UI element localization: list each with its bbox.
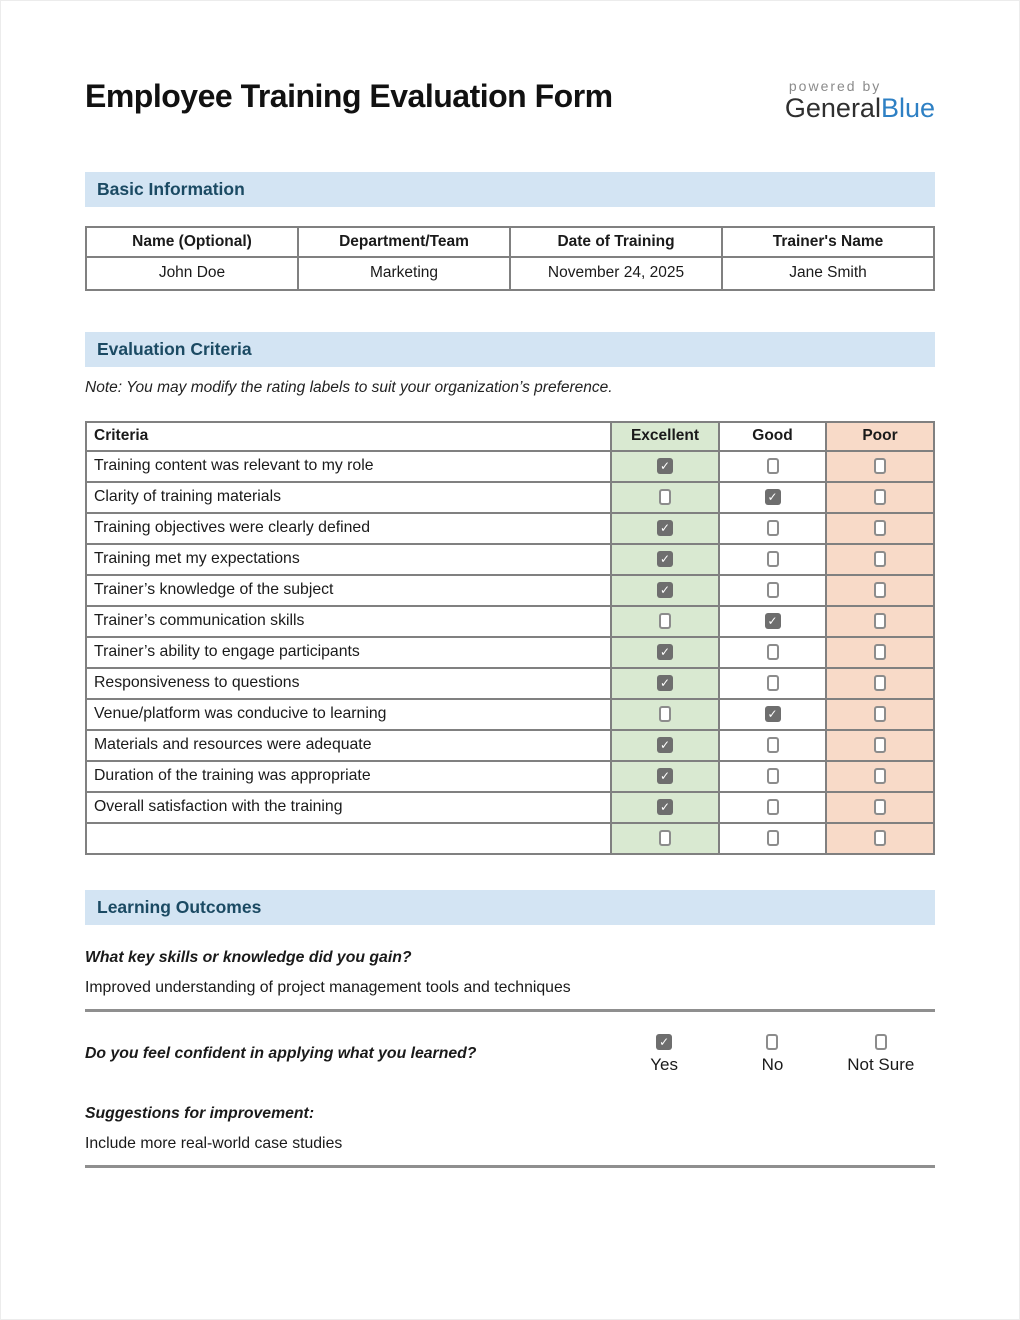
- good-cell: [719, 482, 826, 513]
- poor-checkbox[interactable]: [874, 551, 886, 567]
- poor-cell: [826, 730, 934, 761]
- poor-cell: [826, 823, 934, 854]
- criteria-row: [86, 451, 934, 482]
- poor-checkbox[interactable]: [874, 675, 886, 691]
- column-header-department: Department/Team: [298, 227, 510, 257]
- section-header-learning-outcomes: Learning Outcomes: [85, 890, 935, 925]
- yes-checkbox[interactable]: [656, 1034, 672, 1050]
- good-checkbox[interactable]: [767, 830, 779, 846]
- department-field-value[interactable]: Marketing: [298, 257, 510, 290]
- excellent-checkbox[interactable]: [657, 737, 673, 753]
- option-no[interactable]: [718, 1034, 826, 1075]
- criteria-table-body: [86, 451, 934, 854]
- good-cell: [719, 792, 826, 823]
- criteria-row: [86, 668, 934, 699]
- excellent-checkbox[interactable]: [657, 644, 673, 660]
- good-cell: [719, 451, 826, 482]
- criteria-label: Responsiveness to questions: [86, 668, 611, 699]
- poor-checkbox[interactable]: [874, 644, 886, 660]
- brand-general-text: General: [784, 93, 881, 123]
- poor-checkbox[interactable]: [874, 737, 886, 753]
- date-field-value[interactable]: November 24, 2025: [510, 257, 722, 290]
- excellent-cell: [611, 544, 719, 575]
- yes-label: Yes: [650, 1054, 679, 1074]
- suggestions-question: Suggestions for improvement:: [85, 1104, 315, 1122]
- good-cell: [719, 513, 826, 544]
- poor-checkbox[interactable]: [874, 830, 886, 846]
- criteria-row: [86, 823, 934, 854]
- doc-header: [85, 78, 935, 124]
- criteria-label: Trainer’s knowledge of the subject: [86, 575, 611, 606]
- good-cell: [719, 730, 826, 761]
- excellent-checkbox[interactable]: [659, 830, 671, 846]
- criteria-label: [86, 823, 611, 854]
- good-checkbox[interactable]: [767, 644, 779, 660]
- good-cell: [719, 544, 826, 575]
- basic-info-header-row: [86, 227, 934, 257]
- good-cell: [719, 606, 826, 637]
- criteria-label: Training content was relevant to my role: [86, 451, 611, 482]
- good-checkbox[interactable]: [767, 799, 779, 815]
- good-checkbox[interactable]: [765, 706, 781, 722]
- confidence-question: Do you feel confident in applying what you learned?: [85, 1045, 477, 1063]
- basic-information-section: [85, 172, 935, 291]
- criteria-table: [85, 421, 935, 855]
- poor-cell: [826, 606, 934, 637]
- poor-checkbox[interactable]: [874, 613, 886, 629]
- excellent-checkbox[interactable]: [659, 706, 671, 722]
- good-checkbox[interactable]: [767, 768, 779, 784]
- basic-info-table: [85, 226, 935, 291]
- poor-cell: [826, 637, 934, 668]
- confidence-options: [610, 1034, 935, 1075]
- poor-cell: [826, 792, 934, 823]
- not-sure-label: Not Sure: [847, 1054, 915, 1074]
- excellent-checkbox[interactable]: [657, 675, 673, 691]
- poor-checkbox[interactable]: [874, 520, 886, 536]
- good-checkbox[interactable]: [765, 613, 781, 629]
- excellent-cell: [611, 606, 719, 637]
- criteria-row: [86, 637, 934, 668]
- good-checkbox[interactable]: [767, 675, 779, 691]
- criteria-row: [86, 730, 934, 761]
- excellent-checkbox[interactable]: [657, 799, 673, 815]
- poor-checkbox[interactable]: [874, 489, 886, 505]
- basic-info-value-row: [86, 257, 934, 290]
- column-header-excellent: Excellent: [611, 422, 719, 451]
- criteria-label: Trainer’s ability to engage participants: [86, 637, 611, 668]
- poor-cell: [826, 451, 934, 482]
- poor-checkbox[interactable]: [874, 768, 886, 784]
- confidence-question-row: [85, 1034, 935, 1075]
- good-cell: [719, 575, 826, 606]
- criteria-row: [86, 699, 934, 730]
- brand-wordmark: [785, 94, 935, 124]
- excellent-checkbox[interactable]: [659, 489, 671, 505]
- criteria-label: Materials and resources were adequate: [86, 730, 611, 761]
- poor-cell: [826, 668, 934, 699]
- excellent-cell: [611, 575, 719, 606]
- rating-labels-note: Note: You may modify the rating labels to suit your organization’s preference.: [85, 378, 613, 396]
- poor-cell: [826, 544, 934, 575]
- column-header-name: Name (Optional): [86, 227, 298, 257]
- excellent-cell: [611, 823, 719, 854]
- good-checkbox[interactable]: [765, 489, 781, 505]
- poor-checkbox[interactable]: [874, 458, 886, 474]
- poor-cell: [826, 699, 934, 730]
- criteria-row: [86, 792, 934, 823]
- no-checkbox[interactable]: [766, 1034, 778, 1050]
- option-not-sure[interactable]: [827, 1034, 935, 1075]
- criteria-header-row: [86, 422, 934, 451]
- excellent-checkbox[interactable]: [657, 582, 673, 598]
- excellent-cell: [611, 699, 719, 730]
- good-checkbox[interactable]: [767, 458, 779, 474]
- column-header-criteria: Criteria: [86, 422, 611, 451]
- criteria-label: Trainer’s communication skills: [86, 606, 611, 637]
- good-checkbox[interactable]: [767, 737, 779, 753]
- excellent-cell: [611, 668, 719, 699]
- excellent-checkbox[interactable]: [657, 768, 673, 784]
- criteria-label: Training met my expectations: [86, 544, 611, 575]
- excellent-checkbox[interactable]: [659, 613, 671, 629]
- poor-checkbox[interactable]: [874, 799, 886, 815]
- skills-answer-field[interactable]: Improved understanding of project management tools and techniques: [85, 979, 935, 1012]
- suggestions-answer-field[interactable]: Include more real-world case studies: [85, 1135, 935, 1168]
- good-cell: [719, 637, 826, 668]
- criteria-label: Training objectives were clearly defined: [86, 513, 611, 544]
- excellent-cell: [611, 792, 719, 823]
- excellent-checkbox[interactable]: [657, 520, 673, 536]
- learning-outcomes-section: [85, 890, 935, 1168]
- name-field-value[interactable]: John Doe: [86, 257, 298, 290]
- criteria-label: Overall satisfaction with the training: [86, 792, 611, 823]
- criteria-row: [86, 761, 934, 792]
- no-label: No: [761, 1054, 784, 1074]
- column-header-good: Good: [719, 422, 826, 451]
- good-checkbox[interactable]: [767, 520, 779, 536]
- poor-cell: [826, 513, 934, 544]
- criteria-row: [86, 606, 934, 637]
- powered-by-text: powered by: [788, 78, 882, 94]
- criteria-label: Venue/platform was conducive to learning: [86, 699, 611, 730]
- good-checkbox[interactable]: [767, 582, 779, 598]
- poor-checkbox[interactable]: [874, 706, 886, 722]
- poor-cell: [826, 482, 934, 513]
- trainer-field-value[interactable]: Jane Smith: [722, 257, 934, 290]
- criteria-label: Duration of the training was appropriate: [86, 761, 611, 792]
- generalblue-logo: [785, 78, 935, 124]
- excellent-cell: [611, 637, 719, 668]
- column-header-poor: Poor: [826, 422, 934, 451]
- excellent-cell: [611, 451, 719, 482]
- good-cell: [719, 699, 826, 730]
- brand-blue-text: Blue: [880, 93, 935, 123]
- poor-cell: [826, 575, 934, 606]
- criteria-row: [86, 513, 934, 544]
- good-cell: [719, 761, 826, 792]
- column-header-date: Date of Training: [510, 227, 722, 257]
- criteria-row: [86, 575, 934, 606]
- criteria-row: [86, 544, 934, 575]
- not-sure-checkbox[interactable]: [875, 1034, 887, 1050]
- skills-question: What key skills or knowledge did you gain?: [85, 948, 412, 966]
- good-checkbox[interactable]: [767, 551, 779, 567]
- excellent-checkbox[interactable]: [657, 551, 673, 567]
- excellent-cell: [611, 482, 719, 513]
- poor-checkbox[interactable]: [874, 582, 886, 598]
- good-cell: [719, 668, 826, 699]
- excellent-cell: [611, 730, 719, 761]
- evaluation-criteria-section: [85, 332, 935, 855]
- column-header-trainer: Trainer's Name: [722, 227, 934, 257]
- excellent-cell: [611, 513, 719, 544]
- option-yes[interactable]: [610, 1034, 718, 1075]
- excellent-checkbox[interactable]: [657, 458, 673, 474]
- page-title: Employee Training Evaluation Form: [85, 78, 613, 114]
- good-cell: [719, 823, 826, 854]
- poor-cell: [826, 761, 934, 792]
- section-header-basic-information: Basic Information: [85, 172, 935, 207]
- criteria-label: Clarity of training materials: [86, 482, 611, 513]
- excellent-cell: [611, 761, 719, 792]
- section-header-evaluation-criteria: Evaluation Criteria: [85, 332, 935, 367]
- criteria-row: [86, 482, 934, 513]
